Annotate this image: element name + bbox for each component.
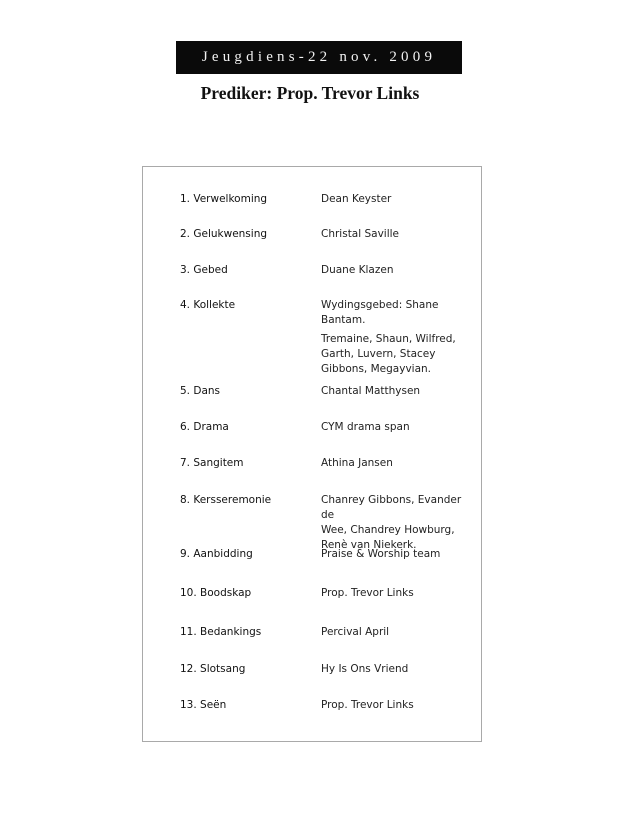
program-participants <box>321 298 471 377</box>
program-item: 2. Gelukwensing <box>180 228 268 240</box>
participant-line: Hy Is Ons Vriend <box>321 663 409 675</box>
program-item: 5. Dans <box>180 385 221 397</box>
participant-line: Athina Jansen <box>321 457 393 469</box>
participant-line: Wydingsgebed: Shane <box>321 299 439 311</box>
program-item: 9. Aanbidding <box>180 548 253 560</box>
program-participants <box>321 586 471 601</box>
program-participants <box>321 227 471 242</box>
program-item: 4. Kollekte <box>180 299 236 311</box>
program-item: 3. Gebed <box>180 264 228 276</box>
program-item: 12. Slotsang <box>180 663 246 675</box>
participant-line: Gibbons, Megayvian. <box>321 363 431 375</box>
program-participants <box>321 192 471 207</box>
program-participants <box>321 456 471 471</box>
participant-line: Wee, Chandrey Howburg, <box>321 524 455 536</box>
program-participants <box>321 263 471 278</box>
program-participants <box>321 420 471 435</box>
program-item: 6. Drama <box>180 421 229 433</box>
participant-line: Percival April <box>321 626 390 638</box>
participant-line: Tremaine, Shaun, Wilfred, <box>321 333 456 345</box>
participant-line: CYM drama span <box>321 421 410 433</box>
program-item: 11. Bedankings <box>180 626 262 638</box>
program-participants <box>321 493 471 553</box>
participant-line: Chanrey Gibbons, Evander de <box>321 494 462 521</box>
participant-line: Christal Saville <box>321 228 400 240</box>
program-item: 8. Kersseremonie <box>180 494 272 506</box>
participant-line: Garth, Luvern, Stacey <box>321 348 436 360</box>
participant-line: Prop. Trevor Links <box>321 587 414 599</box>
participant-line: Dean Keyster <box>321 193 392 205</box>
program-participants <box>321 625 471 640</box>
participant-line: Chantal Matthysen <box>321 385 421 397</box>
program-item: 13. Seën <box>180 699 227 711</box>
program-item: 7. Sangitem <box>180 457 244 469</box>
program-participants <box>321 547 471 562</box>
participant-line: Prop. Trevor Links <box>321 699 414 711</box>
program-participants <box>321 662 471 677</box>
service-date-banner: Jeugdiens-22 nov. 2009 <box>176 41 462 74</box>
program-participants <box>321 698 471 713</box>
program-box <box>142 166 482 742</box>
program-participants <box>321 384 471 399</box>
preacher-heading: Prediker: Prop. Trevor Links <box>200 83 420 103</box>
participant-line: Renè van Niekerk. <box>321 539 417 551</box>
participant-line: Bantam. <box>321 314 366 326</box>
program-item: 1. Verwelkoming <box>180 193 268 205</box>
program-item: 10. Boodskap <box>180 587 252 599</box>
participant-line: Praise & Worship team <box>321 548 441 560</box>
participant-line: Duane Klazen <box>321 264 394 276</box>
